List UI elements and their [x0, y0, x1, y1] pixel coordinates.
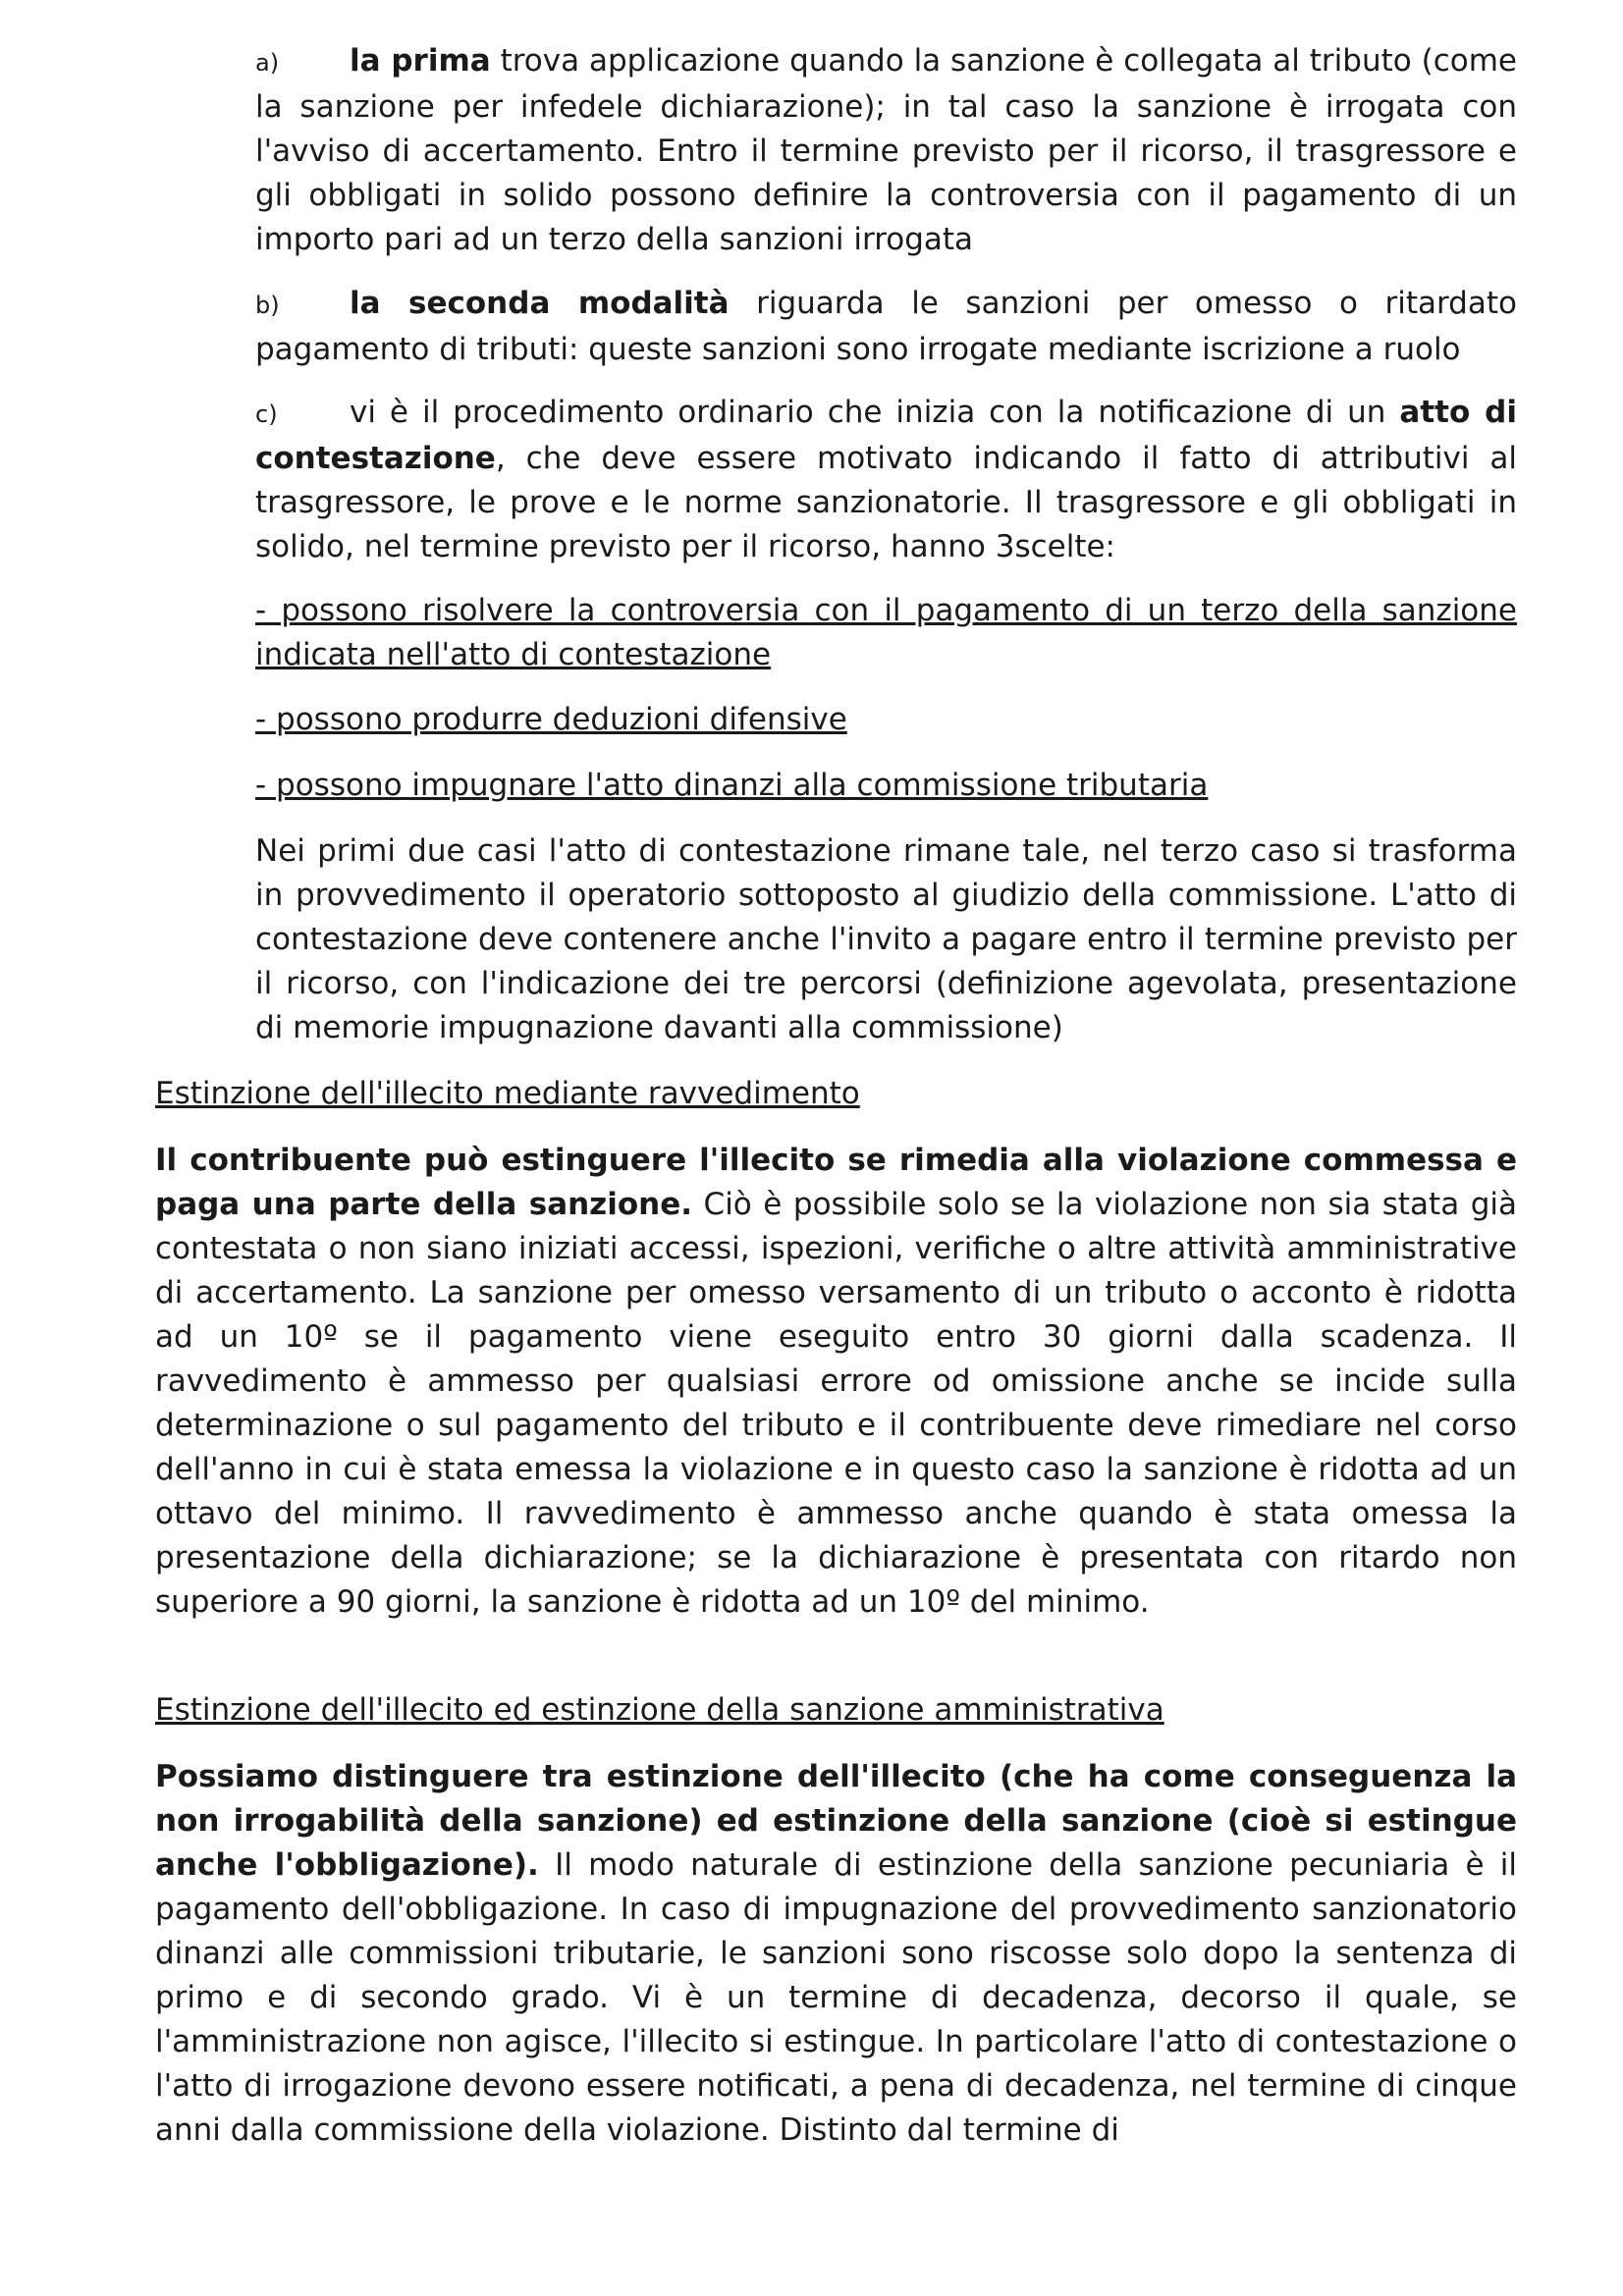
item-c	[255, 391, 1517, 569]
heading-ravvedimento: Estinzione dell'illecito mediante ravvedimento	[155, 1076, 860, 1111]
paragraph-after-options: Nei primi due casi l'atto di contestazione rimane tale, nel terzo caso si trasforma in provvedimento il operatorio sottoposto al giudizio della commissione. L'atto di contestazione deve contenere anche l'invito a pagare entro il termine previsto per il ricorso, con l'indicazione dei tre percorsi (definizione agevolata, presentazione di memorie impugnazione davanti alla commissione)	[255, 833, 1517, 1045]
item-a-marker: a)	[255, 49, 280, 77]
estinzione-bold: Possiamo distinguere tra estinzione dell'illecito (che ha come conseguenza la non irrogabilità della sanzione) ed estinzione della sanzione (cioè si estingue anche l'obbligazione).	[155, 1759, 1517, 1883]
item-c-text-after: , che deve essere motivato indicando il fatto di attributivi al trasgressore, le prove e le norme sanzionatorie. Il trasgressore e gli obbligati in solido, nel termine previsto per il ricorso, hanno 3scelte:	[255, 441, 1517, 564]
estinzione-text: Il modo naturale di estinzione della sanzione pecuniaria è il pagamento dell'obbligazione. In caso di impugnazione del provvedimento sanzionatorio dinanzi alle commissioni tributarie, le sanzioni sono riscosse solo dopo la sentenza di primo e di secondo grado. Vi è un termine di decadenza, decorso il quale, se l'amministrazione non agisce, l'illecito si estingue. In particolare l'atto di contestazione o l'atto di irrogazione devono essere notificati, a pena di decadenza, nel termine di cinque anni dalla commissione della violazione. Distinto dal termine di	[155, 1847, 1517, 2148]
item-c-bold: atto di contestazione	[255, 395, 1517, 476]
paragraph-ravvedimento	[155, 1139, 1517, 1625]
ravvedimento-bold: Il contribuente può estinguere l'illecito se rimedia alla violazione commessa e paga una parte della sanzione.	[155, 1143, 1517, 1222]
heading-estinzione: Estinzione dell'illecito ed estinzione della sanzione amministrativa	[155, 1692, 1164, 1728]
item-b	[255, 282, 1517, 372]
item-a	[255, 39, 1517, 262]
item-b-text: riguarda le sanzioni per omesso o ritardato pagamento di tributi: queste sanzioni sono irrogate mediante iscrizione a ruolo	[255, 286, 1517, 367]
paragraph-estinzione	[155, 1755, 1517, 2153]
option-1: - possono risolvere la controversia con il pagamento di un terzo della sanzione indicata nell'atto di contestazione	[255, 593, 1517, 672]
ravvedimento-text: Ciò è possibile solo se la violazione non sia stata già contestata o non siano iniziati accessi, ispezioni, verifiche o altre attività amministrative di accertamento. La sanzione per omesso versamento di un tributo o acconto è ridotta ad un 10º se il pagamento viene eseguito entro 30 giorni dalla scadenza. Il ravvedimento è ammesso per qualsiasi errore od omissione anche se incide sulla determinazione o sul pagamento del tributo e il contribuente deve rimediare nel corso dell'anno in cui è stata emessa la violazione e in questo caso la sanzione è ridotta ad un ottavo del minimo. Il ravvedimento è ammesso anche quando è stata omessa la presentazione della dichiarazione; se la dichiarazione è presentata con ritardo non superiore a 90 giorni, la sanzione è ridotta ad un 10º del minimo.	[155, 1187, 1517, 1620]
option-3: - possono impugnare l'atto dinanzi alla commissione tributaria	[255, 768, 1209, 803]
item-a-bold: la prima	[350, 43, 491, 79]
item-a-text: trova applicazione quando la sanzione è collegata al tributo (come la sanzione per infedele dichiarazione); in tal caso la sanzione è irrogata con l'avviso di accertamento. Entro il termine previsto per il ricorso, il trasgressore e gli obbligati in solido possono definire la controversia con il pagamento di un importo pari ad un terzo della sanzioni irrogata	[255, 43, 1517, 257]
item-c-marker: c)	[255, 400, 278, 428]
item-c-text-before: vi è il procedimento ordinario che inizia con la notificazione di un	[350, 395, 1400, 430]
item-b-bold: la seconda modalità	[350, 286, 730, 321]
item-b-marker: b)	[255, 292, 280, 319]
option-2: - possono produrre deduzioni difensive	[255, 702, 847, 737]
